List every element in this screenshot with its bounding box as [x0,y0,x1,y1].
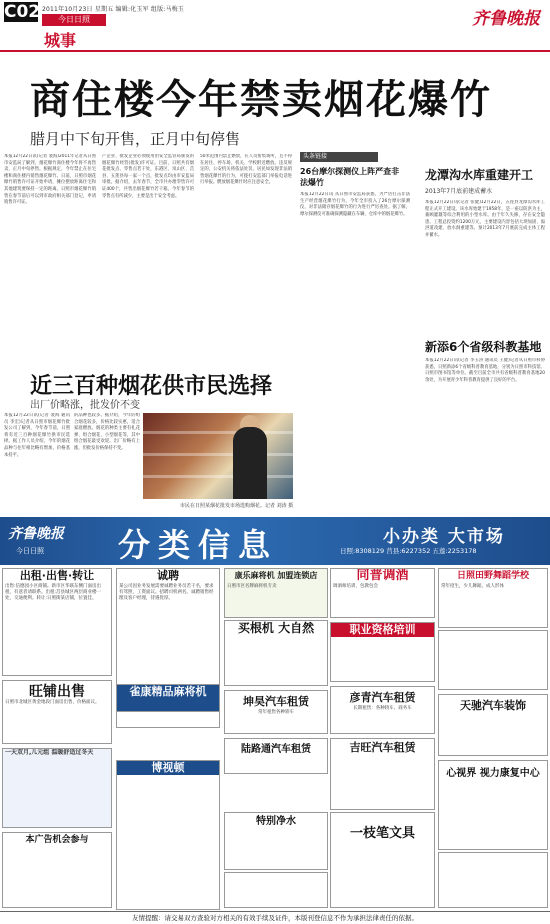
photo-caption: 市民在日照某烟花批发市场选购烟花。记者 刘涛 摄 [180,503,294,509]
science-headline: 新添6个省级科教基地 [425,340,542,354]
dragon-body: 本报12月22日讯(记者 张健)12月22日，五莲县龙潭沟水库工程正式开工建设。该水库始建于1958年，是一座以防洪为主，兼顾灌溉等综合利用的小型水库。由于年久失修，存在安全隐患。工程总投资约1200万元，主要建设内容包括大坝加固、溢洪道改建、放水洞重建等。预计2013年7月底前完成主体工程并蓄水。 [425,200,545,238]
ad-vision-title: 心视界 视力康复中心 [446,768,540,779]
headline-main: 商住楼今年禁卖烟花爆竹 [30,76,492,123]
ad-water [224,812,328,870]
ad-kunhao-title: 坤昊汽车租赁 [243,695,309,708]
ad-jiwang [330,738,435,810]
footer-notice: 友情提醒：请交易双方查验对方相关的有效手续及证件，本版刊登信息不作为承担法律责任的依据。 [0,911,550,924]
ad-kunhao-body: 常年租售各种轿车 [258,710,294,715]
ad-bartending [330,568,435,618]
ad-mahjong-2 [116,684,220,712]
ad-misc-2 [438,852,548,908]
ad-training-title: 职业资格培训 [331,623,434,637]
ad-shop-title: 旺铺出售 [29,684,85,700]
ad-tianchi-title: 天驰汽车装饰 [460,699,526,712]
ad-mahjong-body: 日照市区名牌麻将机专卖 [227,584,277,589]
newspaper-logo: 齐鲁晚报 [472,9,540,29]
science-body: 本报12月22日讯(记者 李玉涛 通讯员 王健)记者从日照市科协获悉，日照新添6个省级科普教育基地，分别为日照市科技馆、日照市图书馆等单位。截至目前全市共有省级科普教育基地20余处，为开展青少年科普教育提供了良好的平台。 [425,358,545,383]
classified-title: 分类信息 [118,526,279,564]
ad-promo-title: 本广告机会参与 [25,835,89,845]
ad-misc [224,872,328,908]
story2-col2: 的品种也较多。据介绍，今年的组合烟花较多，价格比较实惠，适合家庭燃放。烟花的种类主要有礼花弹、组合烟花、小型烟花等，其中组合烟花最受欢迎。出厂价略有上涨，但批发价格保持不变。 [74,413,140,451]
fireworks-photo [143,413,293,499]
ad-bartending-title: 同普调酒 [356,568,409,583]
ad-jiwang-title: 吉旺汽车租赁 [349,741,416,754]
ad-stationery [330,812,435,908]
classified-brand: 齐鲁晚报 [8,526,64,542]
ad-yanqing [330,686,435,734]
sidebar-body: 本报12月22日讯 从日照市安监局获悉，为严厉打击非法生产经营烟花爆竹行为，今年全市投入了26台摩尔探测仪，对非法储存烟花爆竹的行为进行严厉查处。据了解，摩尔探测仪可准确探测隐藏在车辆、仓库中的烟花爆竹。 [300,192,410,217]
ad-water-title: 特别净水 [256,816,296,827]
sidebar-headline: 26台摩尔探测仪上阵严查非法爆竹 [300,167,400,187]
edition-tag: 今日日照 [42,14,106,26]
classified-brand-sub: 今日日照 [16,547,44,555]
ad-yanqing-body: 长期租售：各种轿车、商务车 [353,706,412,711]
headline-second: 近三百种烟花供市民选择 [30,373,273,399]
ad-stationery-title: 一枝笔文具 [349,826,415,841]
ad-lulutong-title: 陆路通汽车租赁 [241,744,311,755]
ad-nature [224,620,328,686]
ad-vision [438,760,548,850]
classified-phones: 日照:8308129 莒县:6227352 五莲:2253178 [340,547,477,555]
dragon-subtitle: 2013年7月底前建成蓄水 [425,188,493,195]
ad-bartending-body: 调酒师培训，包教包会 [333,584,378,589]
ad-lulutong [224,738,328,774]
header-meta: 2011年10月23日 星期五 编辑:化玉军 组版:马梅玉 [42,6,185,13]
story2-col1: 本报12月22日讯(记者 裴海 通讯员 李宏)记者从日照市烟花爆竹批发公司了解到，今年春节前，日照将有近三百种烟花爆竹供市民选择。据工作人员介绍，今年的烟花品种与往年相比略有增加，价格基本持平。 [4,413,70,458]
section-title: 城事 [44,31,77,50]
story1-col3: 50米范围内禁止燃放，在人员密集场所，且不得在居住、停车场、机关、学校附近燃放。违反规定的，公安机关将依法处罚。居民如发现非法销售烟花爆竹的行为，可拨打安监部门举报电话进行举报。燃放烟花爆竹时应注意安全。 [200,154,292,186]
ad-shop-body: 日照市北城区黄金地段门面房出售，价格面议。 [5,700,100,705]
ad-rentals [2,568,112,676]
ad-nature-title: 买根机 大自然 [237,621,315,635]
ad-hiring-body: 某公司因业务发展需要诚聘业务员若干名，要求有驾照，工资面议。招聘司机两名。诚聘销售经理及客户经理，待遇优厚。 [119,584,214,601]
ad-promo [2,832,112,908]
ad-extra [438,630,548,690]
headline-main-subtitle: 腊月中下旬开售，正月中旬停售 [30,130,241,148]
ad-mahjong [224,568,328,618]
ad-hiring-title: 诚聘 [157,569,179,582]
classified-slogan: 小办类 大市场 [383,527,505,547]
ad-kunhao [224,690,328,734]
ad-dance-school [438,568,548,628]
ad-shop-sale [2,680,112,744]
ad-mahjong2-title: 雀康精品麻将机 [129,685,207,698]
ad-warm-title: 一天双月,儿元组 温暖舒适过冬天 [5,749,94,756]
ad-boshidun [116,760,220,910]
ad-rentals-body: 出售:信德园小区商铺。新市区华联东侧门面房出租，有意者请联系。出租:莒县城区两层商业楼一处，交通便利。转让:日照街某店铺，位置佳。 [5,584,102,601]
ad-dance-body: 常年招生，少儿舞蹈，成人形体 [441,584,504,589]
ad-dance-title: 日照田野舞蹈学校 [456,571,529,581]
story1-col2: 产企业、批发企业必须使用由安全监管局颁发的烟花爆竹经营(批发)许可证。目前，日照共有烟花批发点、零售点若干处，东港区、岚山区、莒县、五莲县每一家一个点，批发点均由市安监局审批。据介绍，去年春节，全市共办理零售许可证400个，共售出烟花爆竹若干箱。今年春节的零售点有所减少，主要是出于安全考虑。 [102,154,194,199]
dragon-headline: 龙潭沟水库重建开工 [425,168,534,182]
ad-yanqing-title: 彦青汽车租赁 [349,691,416,704]
ad-warm [2,748,112,828]
page-number: C02 [4,2,41,22]
header-rule [0,50,550,52]
ad-boshidun-title: 博视顿 [117,761,219,775]
story1-col1: 本报12月22日讯(记者 裴海)2011年记者从日照市安监局了解到，烟花爆竹商住楼今年将不再售卖，正月中旬停售。根据规定，今年禁止在住宅楼和商住楼内销售烟花爆竹。日前，日照市烟花爆竹销售许可证开始申请，摊位摆放距离住宅和其他建筑要保持一定的距离。日照市烟花爆竹销售在春节前后可以到市政府相关部门登记，申请销售许可证。 [4,154,96,206]
ad-training [330,622,435,682]
sidebar-label: 头条链接 [300,152,378,162]
headline-second-subtitle: 出厂价略涨，批发价不变 [30,400,140,411]
ad-mahjong-title: 康乐麻将机 加盟连锁店 [234,571,318,580]
ad-rentals-title: 出租·出售·转让 [19,569,95,582]
ad-tianchi [438,694,548,756]
